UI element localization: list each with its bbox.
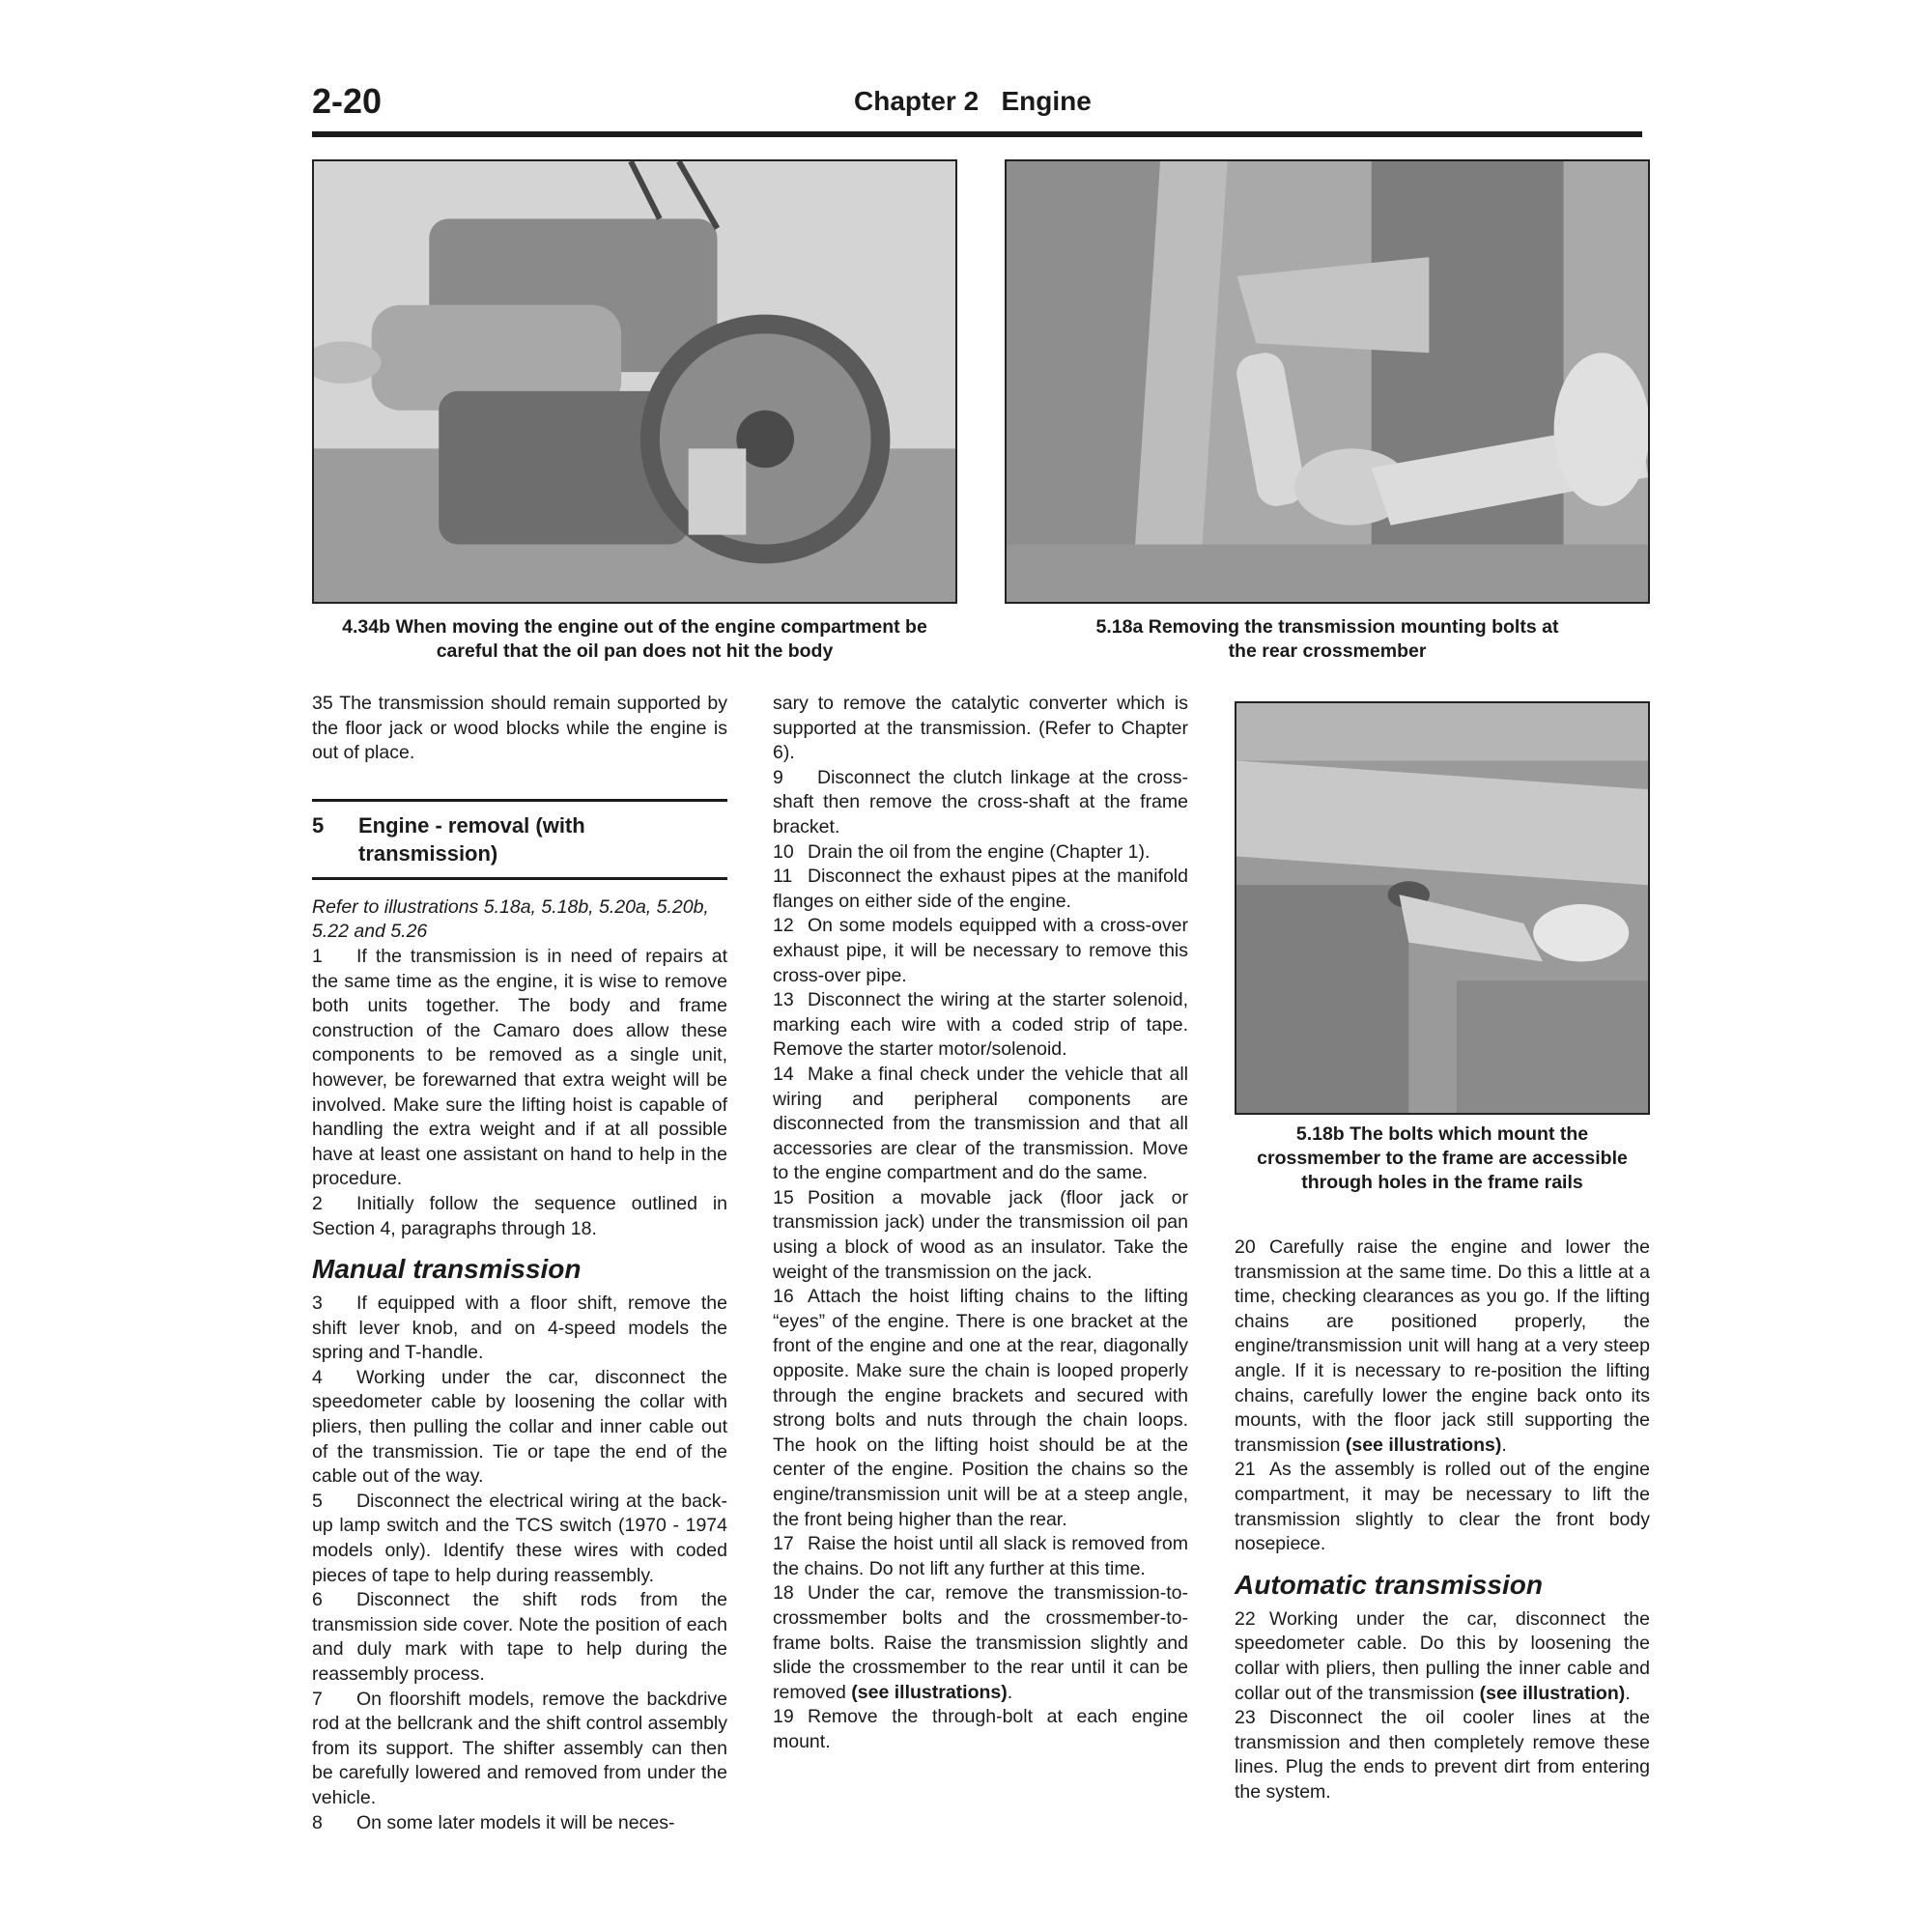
paragraph-number: 11 (773, 866, 793, 888)
paragraph-9 (773, 766, 1188, 840)
header-rule (312, 131, 1642, 137)
paragraph-number: 4 (312, 1366, 323, 1388)
paragraph-20 (1235, 1236, 1650, 1458)
paragraph-10 (773, 840, 1188, 866)
paragraph-number: 8 (312, 1811, 323, 1833)
paragraph-number: 2 (312, 1192, 323, 1214)
paragraph-text: Working under the car, disconnect the speedometer cable. Do this by loosening the collar with pliers, then pulling the inner cable and collar out of the transmission (1235, 1607, 1650, 1704)
section-rule-top (312, 799, 727, 802)
paragraph-12 (773, 914, 1188, 988)
paragraph-22 (1235, 1607, 1650, 1706)
paragraph-text: Disconnect the electrical wiring at the back-up lamp switch and the TCS switch (1970 - 1974 models only). Identify these wires with coded pieces of tape to help during reassembly. (312, 1490, 727, 1586)
illustration-reference: (see illustrations) (851, 1681, 1008, 1703)
paragraph-13 (773, 988, 1188, 1063)
paragraph-text: Initially follow the sequence outlined in Section 4, paragraphs through 18. (312, 1192, 727, 1239)
paragraph-35: 35 The transmission should remain supported by the floor jack or wood blocks while the engine is out of place. (312, 693, 727, 764)
paragraph-text: On some models equipped with a cross-over exhaust pipe, it will be necessary to remove this cross-over pipe. (773, 915, 1188, 986)
paragraph-1 (312, 945, 727, 1192)
text-column-1 (312, 692, 727, 1835)
paragraph-number: 12 (773, 915, 794, 937)
paragraph-number: 23 (1235, 1707, 1256, 1729)
paragraph-number: 17 (773, 1533, 794, 1555)
chapter-title: Chapter 2 Engine (854, 86, 1092, 116)
paragraph-number: 13 (773, 989, 794, 1011)
paragraph-text: Make a final check under the vehicle that all wiring and peripheral components are disconnected from the transmission and that all accessories are clear of the transmission. Move to the engine compartment and do the same. (773, 1063, 1188, 1184)
caption-line: crossmember to the frame are accessible (1257, 1148, 1628, 1169)
paragraph-18 (773, 1581, 1188, 1705)
paragraph-16 (773, 1285, 1188, 1532)
paragraph-19 (773, 1705, 1188, 1754)
photo-engine-hoist (312, 159, 957, 604)
paragraph-text: If equipped with a floor shift, remove the shift lever knob, and on 4-speed models the spring and T-handle. (312, 1293, 727, 1364)
paragraph-5 (312, 1490, 727, 1588)
paragraph-number: 1 (312, 945, 323, 967)
caption-line: 5.18b The bolts which mount the (1295, 1123, 1589, 1145)
paragraph-17 (773, 1532, 1188, 1581)
paragraph-7 (312, 1688, 727, 1811)
section-title-line: transmission) (358, 840, 498, 866)
paragraph-3 (312, 1292, 727, 1366)
paragraph-8-continued: sary to remove the catalytic converter which is supported at the transmission. (Refer to Chapter 6). (773, 693, 1188, 764)
paragraph-number: 16 (773, 1286, 794, 1308)
section-title-line: Engine - removal (with (358, 812, 585, 838)
refer-illustrations: Refer to illustrations 5.18a, 5.18b, 5.20a, 5.20b, 5.22 and 5.26 (312, 895, 709, 943)
section-heading (312, 811, 727, 867)
paragraph-text: Disconnect the clutch linkage at the cross-shaft then remove the cross-shaft at the frame bracket. (773, 766, 1188, 838)
paragraph-text: Disconnect the exhaust pipes at the manifold flanges on either side of the engine. (773, 866, 1188, 912)
paragraph-text: Working under the car, disconnect the speedometer cable by loosening the collar with pliers, then pulling the collar and inner cable out of the transmission. Tie or tape the end of the cable out of the way. (312, 1366, 727, 1488)
caption-line: 4.34b When moving the engine out of the engine compartment be (342, 616, 927, 638)
heading-automatic-transmission: Automatic transmission (1235, 1569, 1543, 1600)
paragraph-text-end: . (1625, 1682, 1631, 1704)
paragraph-number: 10 (773, 840, 794, 863)
illustration-reference: (see illustrations) (1345, 1434, 1502, 1456)
figure-caption-5-18b (1235, 1122, 1650, 1195)
paragraph-number: 7 (312, 1688, 323, 1710)
paragraph-text: Disconnect the wiring at the starter solenoid, marking each wire with a coded strip of tape. Remove the starter motor/solenoid. (773, 989, 1188, 1061)
paragraph-text: Under the car, remove the transmission-to-crossmember bolts and the crossmember-to-frame bolts. Raise the transmission slightly and slide the crossmember to the rear until it can be removed (773, 1582, 1188, 1703)
heading-manual-transmission: Manual transmission (312, 1254, 582, 1285)
paragraph-text: On some later models it will be neces- (356, 1811, 675, 1833)
paragraph-text: If the transmission is in need of repairs at the same time as the engine, it is wise to remove both units together. The body and frame construction of the Camaro does allow these components to be removed as a single unit, however, be forewarned that extra weight will be involved. Make sure the lifting hoist is capable of handling the extra weight and if at all possible have at least one assistant on hand to help in the procedure. (312, 945, 727, 1190)
paragraph-14 (773, 1063, 1188, 1186)
paragraph-8 (312, 1811, 727, 1836)
paragraph-21 (1235, 1458, 1650, 1556)
paragraph-number: 20 (1235, 1236, 1256, 1258)
photo-transmission-bolts (1005, 159, 1650, 604)
paragraph-text: Position a movable jack (floor jack or transmission jack) under the transmission oil pan using a block of wood as an insulator. Take the weight of the transmission on the jack. (773, 1186, 1188, 1283)
section-number: 5 (312, 812, 325, 838)
paragraph-text-end: . (1501, 1434, 1507, 1456)
paragraph-number: 22 (1235, 1607, 1256, 1630)
paragraph-15 (773, 1186, 1188, 1285)
paragraph-23 (1235, 1706, 1650, 1804)
paragraph-text-end: . (1007, 1681, 1013, 1703)
caption-line: 5.18a Removing the transmission mounting bolts at (1095, 616, 1559, 638)
text-column-3 (1235, 1236, 1650, 1804)
paragraph-text: As the assembly is rolled out of the engine compartment, it may be necessary to lift the transmission slightly to clear the front body nosepiece. (1235, 1459, 1650, 1555)
paragraph-number: 9 (773, 766, 783, 788)
paragraph-number: 6 (312, 1589, 323, 1611)
paragraph-text: Disconnect the shift rods from the transmission side cover. Note the position of each and duly mark with tape to help during the reassembly process. (312, 1589, 727, 1685)
paragraph-2 (312, 1192, 727, 1241)
paragraph-number: 3 (312, 1293, 323, 1315)
paragraph-6 (312, 1588, 727, 1687)
paragraph-text: Remove the through-bolt at each engine mount. (773, 1706, 1188, 1752)
paragraph-number: 21 (1235, 1459, 1256, 1481)
paragraph-11 (773, 865, 1188, 914)
section-title (358, 811, 585, 867)
paragraph-number: 5 (312, 1490, 323, 1512)
paragraph-text: Drain the oil from the engine (Chapter 1). (808, 840, 1151, 863)
paragraph-number: 15 (773, 1186, 794, 1208)
page-number: 2-20 (312, 81, 383, 121)
caption-line: through holes in the frame rails (1301, 1172, 1583, 1193)
illustration-reference: (see illustration) (1479, 1682, 1626, 1704)
paragraph-4 (312, 1366, 727, 1490)
text-column-2 (773, 692, 1188, 1755)
paragraph-text: Disconnect the oil cooler lines at the transmission and then completely remove these lines. Plug the ends to prevent dirt from entering the system. (1235, 1707, 1650, 1803)
caption-line: the rear crossmember (1228, 640, 1427, 662)
figure-caption-5-18a (1005, 615, 1650, 664)
paragraph-number: 18 (773, 1582, 794, 1605)
section-rule-bottom (312, 877, 727, 880)
paragraph-text: On floorshift models, remove the backdrive rod at the bellcrank and the shift control assembly from its support. The shifter assembly can then be carefully lowered and removed from under the vehicle. (312, 1688, 727, 1808)
paragraph-text: Carefully raise the engine and lower the transmission at the same time. Do this a little at a time, checking clearances as you go. If the lifting chains are positioned properly, the engine/transmission unit will hang at a very steep angle. If it is necessary to re-position the lifting chains, carefully lower the engine back onto its mounts, with the floor jack still supporting the transmission (1235, 1236, 1650, 1456)
caption-line: careful that the oil pan does not hit the body (436, 640, 834, 662)
paragraph-number: 14 (773, 1063, 794, 1085)
paragraph-number: 19 (773, 1706, 794, 1728)
paragraph-text: Attach the hoist lifting chains to the lifting “eyes” of the engine. There is one bracket at the front of the engine and one at the rear, diagonally opposite. Make sure the chain is looped properly through the engine brackets and secured with strong bolts and nuts through the chain loops. The hook on the lifting hoist should be at the center of the engine. Position the chains so the engine/transmission unit will be at a steep angle, the front being higher than the rear. (773, 1286, 1188, 1530)
paragraph-text: Raise the hoist until all slack is removed from the chains. Do not lift any further at this time. (773, 1533, 1188, 1579)
figure-caption-4-34b (312, 615, 957, 664)
photo-crossmember-frame (1235, 701, 1650, 1115)
